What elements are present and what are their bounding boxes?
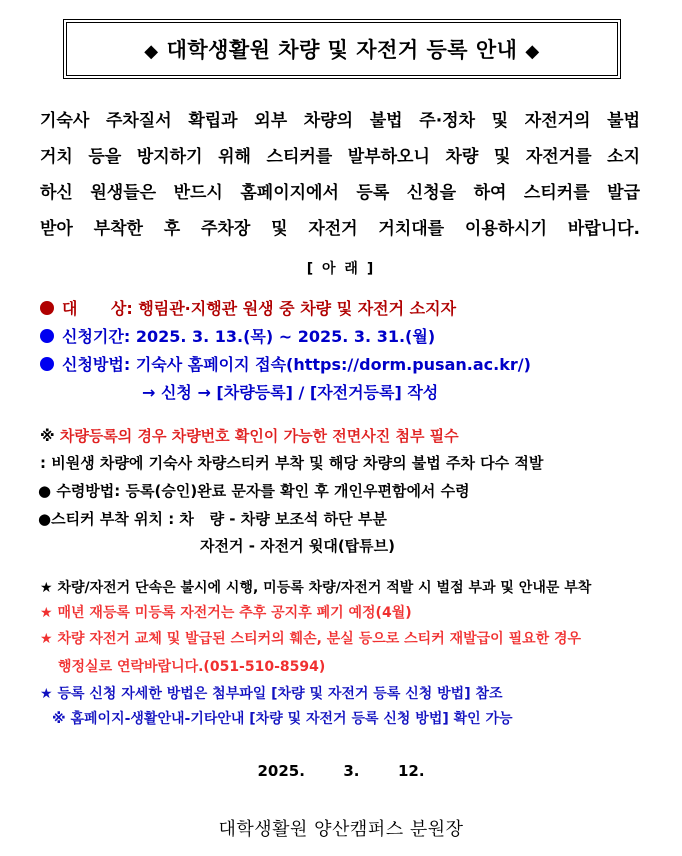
intro-line: 기숙사 주차질서 확립과 외부 차량의 불법 주·정차 및 자전거의 불법 (40, 111, 640, 131)
star-icon: ★ (40, 631, 53, 647)
diamond-icon: ◆ (144, 41, 159, 62)
star-note-4 (40, 683, 503, 703)
period-row (40, 324, 435, 347)
signature: 대학생활원 양산캠퍼스 분원장 (218, 819, 464, 840)
title-text: 대학생활원 차량 및 자전거 등록 안내 (166, 38, 518, 62)
star-note-2 (40, 602, 412, 622)
title-box (63, 19, 621, 79)
target-row (40, 296, 456, 319)
star-note-text: 차량 자전거 교체 및 발급된 스티커의 훼손, 분실 등으로 스티커 재발급이 필요한 경우 (57, 631, 582, 647)
star-icon: ★ (40, 580, 53, 596)
photo-required-text: 차량등록의 경우 차량번호 확인이 가능한 전면사진 첨부 필수 (59, 427, 459, 445)
blue-bullet-icon (40, 329, 54, 343)
period-value: 2025. 3. 13.(목) ~ 2025. 3. 31.(월) (135, 327, 436, 346)
star-note-1 (40, 577, 591, 597)
method-row-2: → 신청 → [차량등록] / [자전거등록] 작성 (142, 383, 439, 402)
method-value[interactable]: 기숙사 홈페이지 접속(https://dorm.pusan.ac.kr/) (135, 355, 531, 374)
intro-line: 거치 등을 방지하기 위해 스티커를 발부하오니 차량 및 자전거를 소지 (40, 147, 640, 167)
photo-required-row (40, 425, 459, 446)
star-note-text: 홈페이지-생활안내-기타안내 [차량 및 자전거 등록 신청 방법] 확인 가능 (70, 711, 513, 727)
star-note-3 (40, 628, 581, 648)
receive-row (38, 480, 470, 501)
red-bullet-icon (40, 301, 54, 315)
intro-line: 받아 부착한 후 주차장 및 자전거 거치대를 이용하시기 바랍니다. (40, 219, 640, 239)
star-icon: ★ (40, 605, 53, 621)
reference-mark-icon: ※ (40, 427, 55, 445)
sticker-position-text: 스티커 부착 위치 : 차 량 - 차량 보조석 하단 부분 (51, 510, 387, 528)
black-bullet-icon: ● (38, 510, 52, 528)
blue-bullet-icon (40, 357, 54, 371)
method-row (40, 352, 531, 375)
notice-date: 2025. 3. 12. (257, 762, 425, 780)
reason-row: : 비원생 차량에 기숙사 차량스티커 부착 및 해당 차량의 불법 주차 다수 적발 (40, 454, 544, 472)
target-label: 대 상: (62, 299, 133, 318)
star-note-5 (52, 708, 513, 728)
sticker-position-row-2: 자전거 - 자전거 윗대(탑튜브) (200, 537, 395, 555)
reference-mark-icon: ※ (52, 711, 66, 727)
intro-line: 하신 원생들은 반드시 홈페이지에서 등록 신청을 하여 스티커를 발급 (40, 183, 640, 203)
star-note-text: 등록 신청 자세한 방법은 첨부파일 [차량 및 자전거 등록 신청 방법] 참조 (57, 686, 503, 702)
star-note-text: 매년 재등록 미등록 자전거는 추후 공지후 폐기 예정(4월) (57, 605, 412, 621)
period-label: 신청기간: (62, 327, 131, 346)
intro-paragraph (40, 103, 640, 247)
diamond-icon: ◆ (525, 41, 540, 62)
black-bullet-icon: ● (38, 482, 52, 500)
target-value: 행림관·지행관 원생 중 차량 및 자전거 소지자 (138, 299, 457, 318)
page-title (136, 34, 548, 64)
notice-header: [ 아 래 ] (306, 261, 376, 277)
method-label: 신청방법: (62, 355, 131, 374)
star-note-text: 차량/자전거 단속은 불시에 시행, 미등록 차량/자전거 적발 시 벌점 부과 및 안내문 부착 (57, 580, 592, 596)
star-icon: ★ (40, 686, 53, 702)
sticker-position-row (38, 508, 387, 529)
star-note-3-line-2: 행정실로 연락바랍니다.(051-510-8594) (58, 659, 326, 675)
receive-text: 수령방법: 등록(승인)완료 문자를 확인 후 개인우편함에서 수령 (56, 482, 470, 500)
